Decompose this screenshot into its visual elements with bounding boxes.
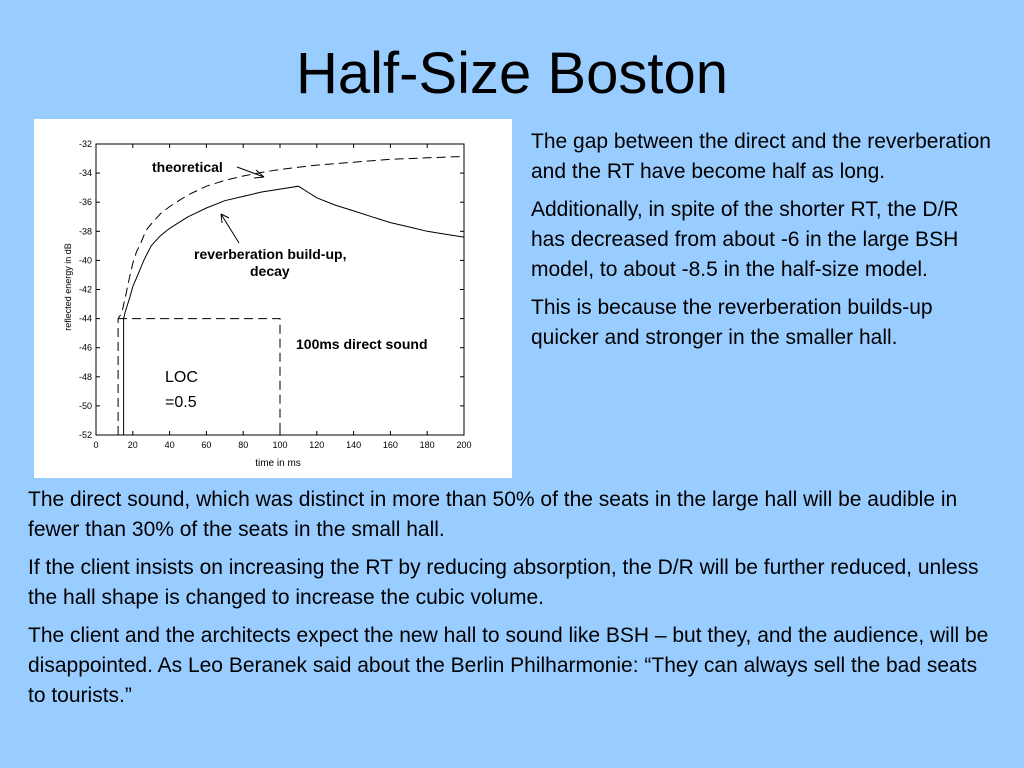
x-tick-label: 100 xyxy=(272,440,288,450)
x-tick-label: 140 xyxy=(346,440,362,450)
x-tick-label: 200 xyxy=(456,440,472,450)
right-paragraph-2: Additionally, in spite of the shorter RT, the D/R has decreased from about -6 in the large BSH model, to about -8.5 in the half-size model. xyxy=(531,198,959,281)
annotation-loc-line1: LOC xyxy=(165,369,198,386)
series-line-3 xyxy=(118,319,280,435)
reverberation-chart xyxy=(34,119,512,478)
x-tick-label: 20 xyxy=(127,440,138,450)
y-tick-label: -40 xyxy=(78,255,92,266)
annotation-reverb-line1: reverberation build-up, xyxy=(194,246,347,262)
y-tick-label: -38 xyxy=(78,226,92,237)
y-tick-label: -42 xyxy=(78,284,92,295)
x-tick-label: 80 xyxy=(238,440,249,450)
slide-title: Half-Size Boston xyxy=(296,41,728,106)
y-tick-label: -46 xyxy=(78,342,92,353)
x-tick-label: 180 xyxy=(419,440,435,450)
right-paragraph-3: This is because the reverberation builds-up quicker and stronger in the smaller hall. xyxy=(531,296,933,349)
y-axis-label: reflected energy in dB xyxy=(63,243,73,331)
y-tick-label: -50 xyxy=(78,400,92,411)
y-tick-label: -48 xyxy=(78,371,92,382)
right-paragraph-1: The gap between the direct and the reverberation and the RT have become half as long. xyxy=(531,130,991,183)
y-tick-label: -32 xyxy=(78,139,92,149)
bottom-paragraph-1: The direct sound, which was distinct in more than 50% of the seats in the large hall will be audible in fewer than 30% of the seats in the small hall. xyxy=(28,488,958,541)
x-tick-label: 0 xyxy=(93,440,99,450)
y-tick-label: -34 xyxy=(78,168,92,179)
x-axis-label: time in ms xyxy=(255,458,301,469)
arrow-reverberation xyxy=(221,214,239,243)
x-tick-label: 120 xyxy=(309,440,325,450)
y-tick-label: -36 xyxy=(78,197,92,208)
chart-figure xyxy=(34,119,512,478)
x-tick-label: 160 xyxy=(382,440,398,450)
annotation-reverb-line2: decay xyxy=(250,263,290,279)
x-tick-label: 60 xyxy=(201,440,212,450)
right-text-block xyxy=(531,127,996,361)
arrow-theoretical xyxy=(237,167,264,177)
bottom-text-block xyxy=(28,485,998,719)
plot-frame xyxy=(96,144,464,435)
bottom-paragraph-3: The client and the architects expect the new hall to sound like BSH – but they, and the audience, will be disappointed. As Leo Beranek said about the Berlin Philharmonie: “They can always sell the bad seats to tourists.” xyxy=(28,624,989,707)
annotation-loc-line2: =0.5 xyxy=(165,394,197,411)
annotation-theoretical: theoretical xyxy=(152,159,223,175)
y-tick-label: -44 xyxy=(78,313,92,324)
x-tick-label: 40 xyxy=(164,440,175,450)
bottom-paragraph-2: If the client insists on increasing the RT by reducing absorption, the D/R will be further reduced, unless the hall shape is changed to increase the cubic volume. xyxy=(28,556,979,609)
annotation-direct-sound: 100ms direct sound xyxy=(296,336,428,352)
y-tick-label: -52 xyxy=(78,430,92,440)
